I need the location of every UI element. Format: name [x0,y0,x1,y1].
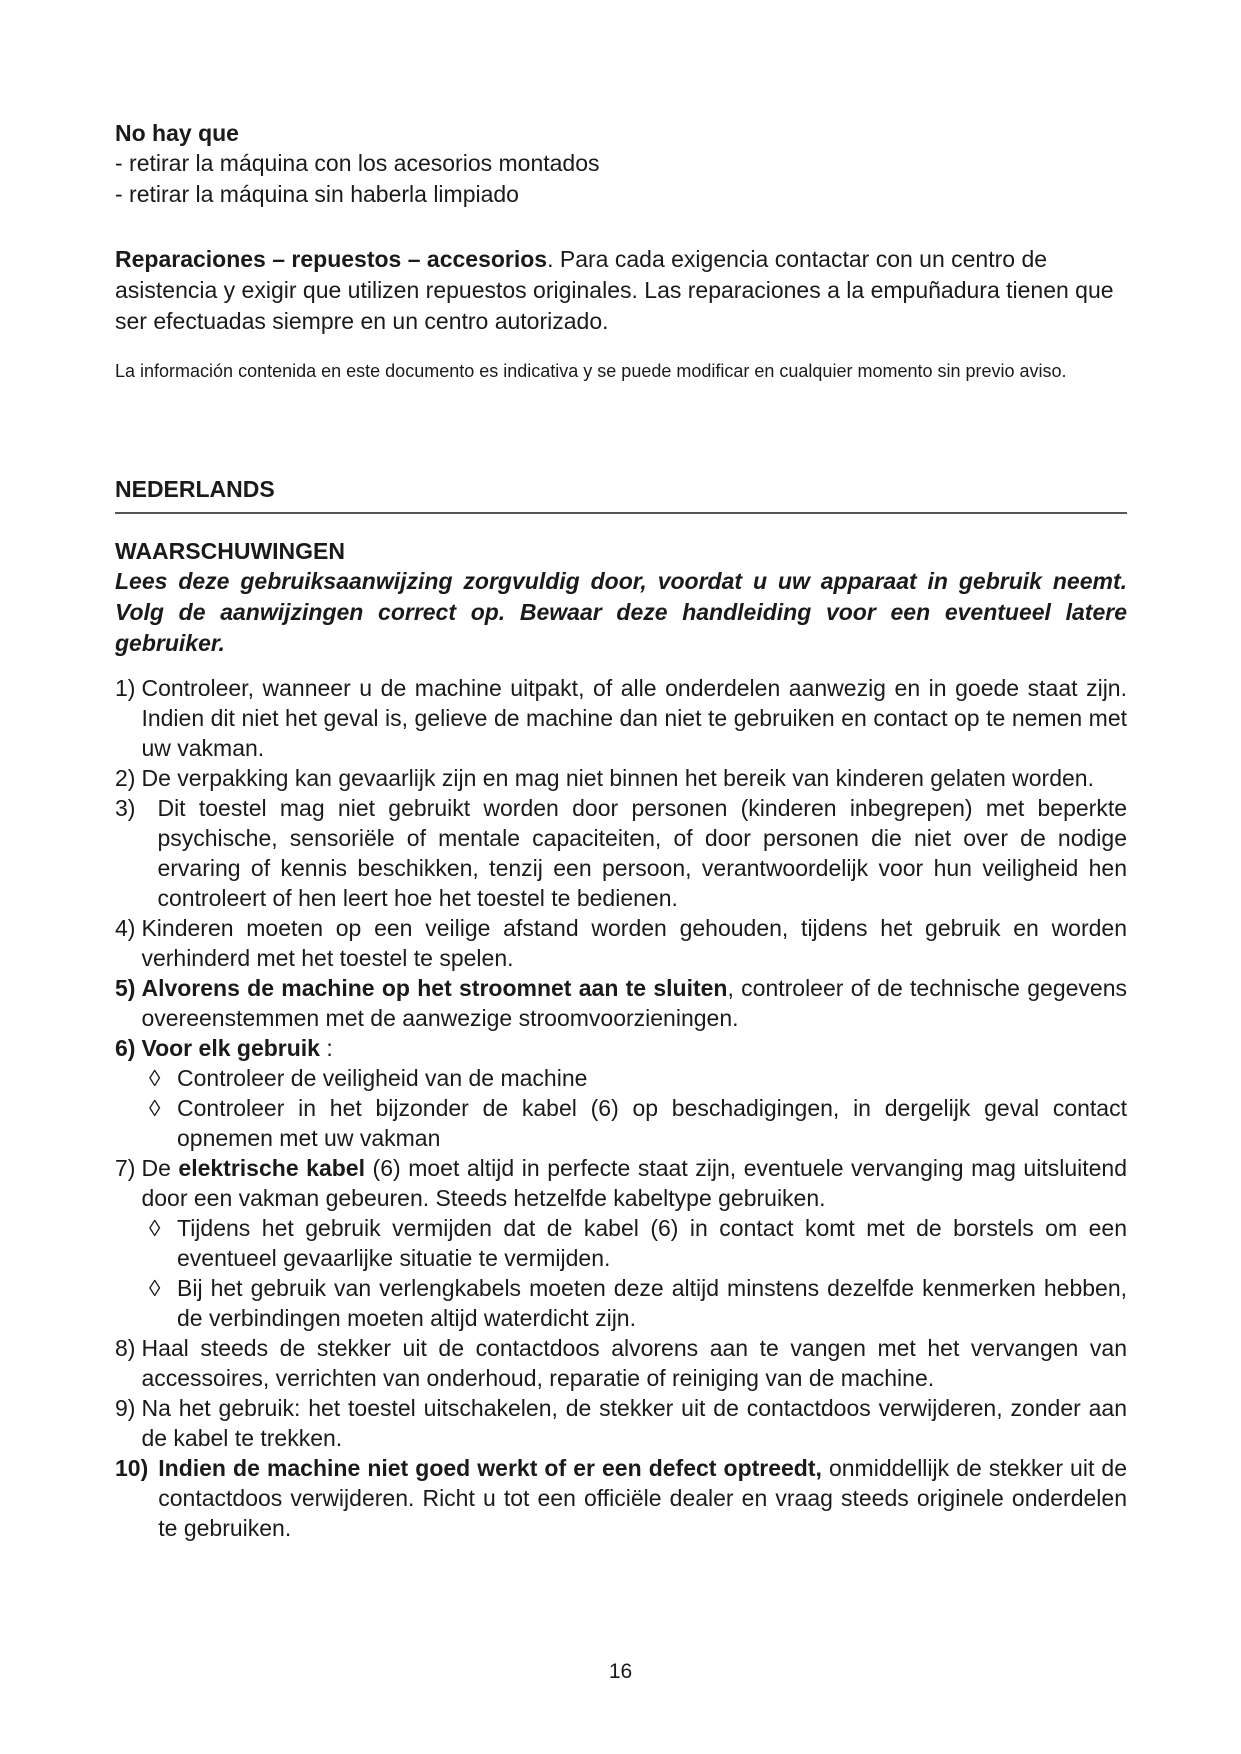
nohay-title: No hay que [115,120,239,146]
diamond-bullet-icon: ◊ [149,1215,161,1241]
sub-item-text: Bij het gebruik van verlengkabels moeten deze altijd minstens dezelfde kenmerken hebben, de verbindingen moeten altijd waterdicht zijn. [177,1275,1127,1331]
document-page [115,118,1127,1543]
repairs-text: . Para cada exigencia contactar con un centro de asistencia y exigir que utilizen repuestos originales. Las reparaciones a la empuñadura tienen que ser efectuadas siempre en un centro autorizado. [115,246,1114,334]
repairs-heading: Reparaciones – repuestos – accesorios [115,246,548,272]
list-item [115,793,1127,913]
disclaimer-note: La información contenida en este documento es indicativa y se puede modificar en cualquier momento sin previo aviso. [115,361,1067,381]
item-bold-text: elektrische kabel [178,1155,365,1181]
section-divider [115,512,1127,514]
item-text: De verpakking kan gevaarlijk zijn en mag niet binnen het bereik van kinderen gelaten worden. [141,765,1094,791]
warnings-list [115,673,1127,1543]
item-number: 4) [115,915,136,941]
list-item [115,1393,1127,1453]
item-number: 1) [115,675,136,701]
item-text: onmiddellijk de stekker uit de contactdoos verwijderen. Richt u tot een officiële dealer en vraag steeds originele onderdelen te gebruiken. [158,1455,1127,1541]
item-number: 6) [115,1035,136,1061]
diamond-bullet-icon: ◊ [149,1275,161,1301]
list-item [115,1453,1127,1543]
sub-list-item [115,1063,1127,1093]
list-item [115,763,1127,793]
item-text: Haal steeds de stekker uit de contactdoos alvorens aan te vangen met het vervangen van accessoires, verrichten van onderhoud, reparatie of reiniging van de machine. [141,1335,1127,1391]
sub-item-text: Controleer in het bijzonder de kabel (6) op beschadigingen, in dergelijk geval contact opnemen met uw vakman [177,1095,1127,1151]
list-item [115,913,1127,973]
warnings-intro: Lees deze gebruiksaanwijzing zorgvuldig door, voordat u uw apparaat in gebruik neemt. Volg de aanwijzingen correct op. Bewaar deze handleiding voor een eventueel latere gebruiker. [115,568,1127,656]
item-text: : [319,1035,333,1061]
item-number: 5) [115,975,136,1001]
list-item [115,673,1127,763]
item-text: Dit toestel mag niet gebruikt worden door personen (kinderen inbegrepen) met beperkte psychische, sensoriële of mentale capaciteiten, of door personen die niet over de nodige ervaring of kennis beschikken, tenzij een persoon, verantwoordelijk voor hun veiligheid hen controleert of hen leert hoe het toestel te bedienen. [157,795,1127,911]
repairs-paragraph [115,244,1127,337]
sub-list-item [115,1273,1127,1333]
page-number: 16 [608,1660,633,1683]
diamond-bullet-icon: ◊ [149,1065,161,1091]
item-pre-text: De [141,1155,179,1181]
item-text: Kinderen moeten op een veilige afstand worden gehouden, tijdens het gebruik en worden verhinderd met het toestel te spelen. [141,915,1127,971]
list-item: - retirar la máquina sin haberla limpiado [115,181,519,207]
sub-list-item [115,1093,1127,1153]
item-text: , controleer of de technische gegevens overeenstemmen met de aanwezige stroomvoorzieningen. [141,975,1127,1031]
item-text: Na het gebruik: het toestel uitschakelen, de stekker uit de contactdoos verwijderen, zonder aan de kabel te trekken. [141,1395,1127,1451]
item-number: 9) [115,1395,136,1421]
item-number: 2) [115,765,136,791]
diamond-bullet-icon: ◊ [149,1095,161,1121]
list-item: - retirar la máquina con los acesorios montados [115,150,600,176]
item-number: 10) [115,1455,149,1481]
sub-list-item [115,1213,1127,1273]
section-title-nederlands: NEDERLANDS [115,476,275,502]
list-item [115,1033,1127,1063]
list-item [115,1153,1127,1213]
item-bold-text: Alvorens de machine op het stroomnet aan te sluiten [141,975,728,1001]
list-item [115,973,1127,1033]
warnings-title: WAARSCHUWINGEN [115,538,345,564]
nohay-list [115,148,1127,210]
item-text: (6) moet altijd in perfecte staat zijn, eventuele vervanging mag uitsluitend door een vakman gebeuren. Steeds hetzelfde kabeltype gebruiken. [141,1155,1127,1211]
item-bold-text: Indien de machine niet goed werkt of er een defect optreedt, [158,1455,822,1481]
item-bold-text: Voor elk gebruik [141,1035,320,1061]
item-number: 3) [115,795,136,821]
item-text: Controleer, wanneer u de machine uitpakt, of alle onderdelen aanwezig en in goede staat zijn. Indien dit niet het geval is, gelieve de machine dan niet te gebruiken en contact op te nemen met uw vakman. [141,675,1127,761]
sub-item-text: Controleer de veiligheid van de machine [177,1065,588,1091]
list-item [115,1333,1127,1393]
item-number: 8) [115,1335,136,1361]
item-number: 7) [115,1155,136,1181]
sub-item-text: Tijdens het gebruik vermijden dat de kabel (6) in contact komt met de borstels om een eventueel gevaarlijke situatie te vermijden. [177,1215,1127,1271]
